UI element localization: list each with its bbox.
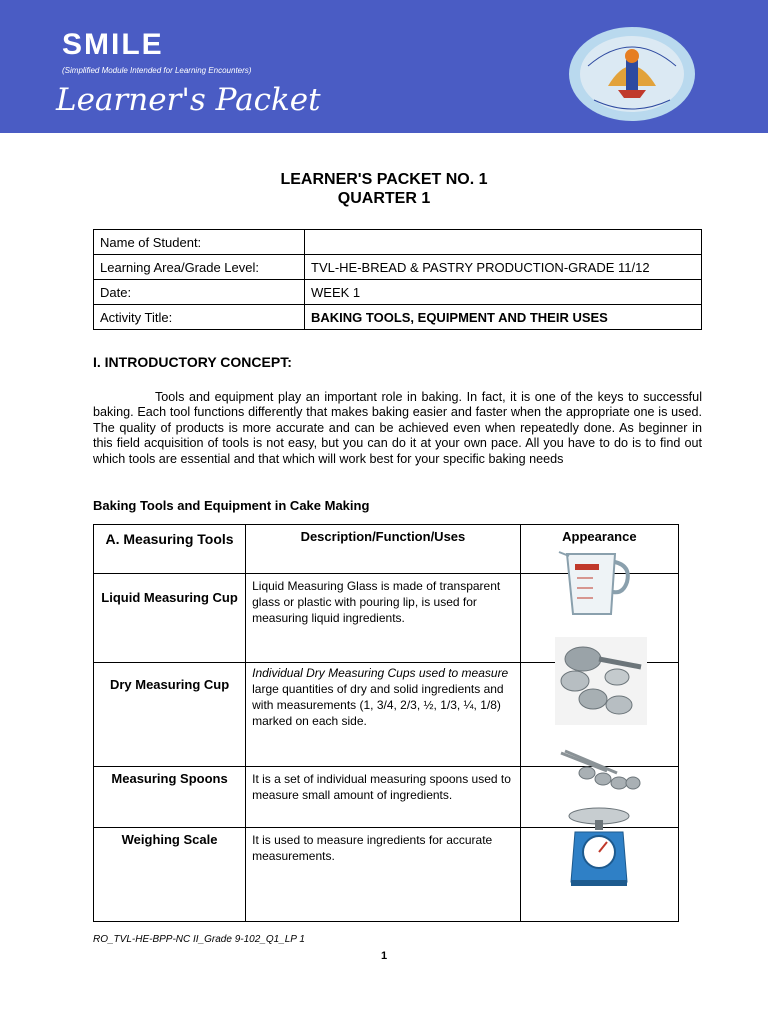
deped-seal-icon <box>568 26 696 122</box>
intro-paragraph: Tools and equipment play an important role in baking. In fact, it is one of the keys to successful baking. Each tool functions differently that makes baking easier and faster when the appropriate one is used. The quality of products is more accurate and can be achieved even when repeatedly done. As beginner in this field acquisition of tools is not easy, but you can do it at your own pace. All you have to do is to find out which tools are essential and that which will work best for your specific baking needs <box>93 390 702 466</box>
info-value: TVL-HE-BREAD & PASTRY PRODUCTION-GRADE 11/12 <box>305 255 702 280</box>
info-label: Name of Student: <box>94 230 305 255</box>
tool-description: Individual Dry Measuring Cups used to measure large quantities of dry and solid ingredients and with measurements (1, 3/4, 2/3, ½, 1/3, ¼, 1/8) marked on each side. <box>246 663 521 767</box>
table-row <box>94 280 702 305</box>
measuring-spoons-icon <box>557 747 643 793</box>
tool-image-cell <box>520 828 678 922</box>
student-info-table <box>93 229 702 330</box>
footer-document-code: RO_TVL-HE-BPP-NC II_Grade 9-102_Q1_LP 1 <box>93 934 305 945</box>
col-header-appearance: Appearance <box>520 525 678 574</box>
tool-name: Weighing Scale <box>94 828 246 922</box>
tool-description: Liquid Measuring Glass is made of transparent glass or plastic with pouring lip, is used for measuring liquid ingredients. <box>246 574 521 663</box>
header-banner <box>0 0 768 133</box>
tool-name: Measuring Spoons <box>94 767 246 828</box>
tool-description: It is a set of individual measuring spoons used to measure small amount of ingredients. <box>246 767 521 828</box>
brand-logo-text: SMILE <box>62 28 164 61</box>
info-value: WEEK 1 <box>305 280 702 305</box>
section-title: I. INTRODUCTORY CONCEPT: <box>93 354 292 370</box>
info-label: Learning Area/Grade Level: <box>94 255 305 280</box>
table-row <box>94 305 702 330</box>
liquid-measuring-cup-icon <box>553 548 633 620</box>
tool-name: Liquid Measuring Cup <box>94 574 246 663</box>
info-label: Activity Title: <box>94 305 305 330</box>
table-row <box>94 230 702 255</box>
learners-packet-title: Learner's Packet <box>56 82 321 118</box>
col-header-tools: A. Measuring Tools <box>94 525 246 574</box>
col-header-description: Description/Function/Uses <box>246 525 521 574</box>
tool-name: Dry Measuring Cup <box>94 663 246 767</box>
info-value: BAKING TOOLS, EQUIPMENT AND THEIR USES <box>305 305 702 330</box>
info-value <box>305 230 702 255</box>
info-label: Date: <box>94 280 305 305</box>
page-number: 1 <box>380 950 388 962</box>
brand-subtitle: (Simplified Module Intended for Learning Encounters) <box>62 66 252 75</box>
dry-measuring-cups-icon <box>555 637 647 725</box>
weighing-scale-icon <box>563 804 635 888</box>
quarter-heading: QUARTER 1 <box>337 190 431 207</box>
packet-number-heading: LEARNER'S PACKET NO. 1 <box>280 171 488 188</box>
table-row <box>94 828 679 922</box>
table-row <box>94 255 702 280</box>
tool-description: It is used to measure ingredients for accurate measurements. <box>246 828 521 922</box>
measuring-tools-table <box>93 524 679 922</box>
subheading: Baking Tools and Equipment in Cake Making <box>93 498 370 513</box>
